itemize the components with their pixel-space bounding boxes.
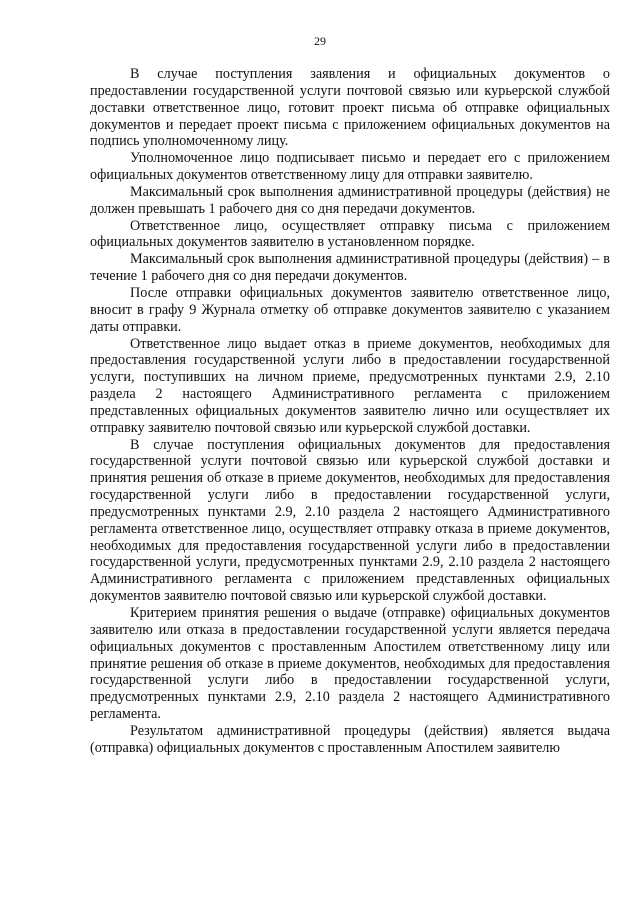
paragraph: В случае поступления заявления и официальных документов о предоставлении государственной услуги почтовой связью или курьерской службой доставки ответственное лицо, готовит проект письма об отправке официальных документов и передает проект письма с приложением официальных документов на подпись уполномоченному лицу. [90, 66, 610, 150]
paragraph: Ответственное лицо выдает отказ в приеме документов, необходимых для предоставления государственной услуги либо в предоставлении государственной услуги, поступивших на личном приеме, предусмотренных пунктами 2.9, 2.10 раздела 2 настоящего Административного регламента с приложением представленных официальных документов заявителю лично или осуществляет их отправку заявителю почтовой связью или курьерской службой доставки. [90, 335, 610, 436]
paragraph: Ответственное лицо, осуществляет отправку письма с приложением официальных документов заявителю в установленном порядке. [90, 217, 610, 251]
document-body [90, 66, 610, 757]
paragraph: Критерием принятия решения о выдаче (отправке) официальных документов заявителю или отказа в предоставлении государственной услуги является передача официальных документов с проставленным Апостилем ответственному лицу или принятие решения об отказе в приеме документов, необходимых для предоставления государственной услуги либо в предоставлении государственной услуги, предусмотренных пунктами 2.9, 2.10 раздела 2 настоящего Административного регламента. [90, 605, 610, 723]
paragraph: Максимальный срок выполнения административной процедуры (действия) – в течение 1 рабочего дня со дня передачи документов. [90, 251, 610, 285]
paragraph: Уполномоченное лицо подписывает письмо и передает его с приложением официальных документов ответственному лицу для отправки заявителю. [90, 150, 610, 184]
paragraph: В случае поступления официальных документов для предоставления государственной услуги почтовой связью или курьерской службой доставки и принятия решения об отказе в приеме документов, необходимых для предоставления государственной услуги либо в предоставлении государственной услуги, предусмотренных пунктами 2.9, 2.10 раздела 2 настоящего Административного регламента ответственное лицо, осуществляет отправку отказа в приеме документов, необходимых для предоставления государственной услуги либо в предоставлении государственной услуги, предусмотренных пунктами 2.9, 2.10 раздела 2 настоящего Административного регламента с приложением представленных официальных документов заявителю почтовой связью или курьерской службой доставки. [90, 436, 610, 605]
page-number: 29 [314, 34, 326, 48]
paragraph: Максимальный срок выполнения административной процедуры (действия) не должен превышать 1 рабочего дня со дня передачи документов. [90, 183, 610, 217]
paragraph: После отправки официальных документов заявителю ответственное лицо, вносит в графу 9 Журнала отметку об отправке документов заявителю с указанием даты отправки. [90, 284, 610, 335]
paragraph: Результатом административной процедуры (действия) является выдача (отправка) официальных документов с проставленным Апостилем заявителю [90, 722, 610, 756]
